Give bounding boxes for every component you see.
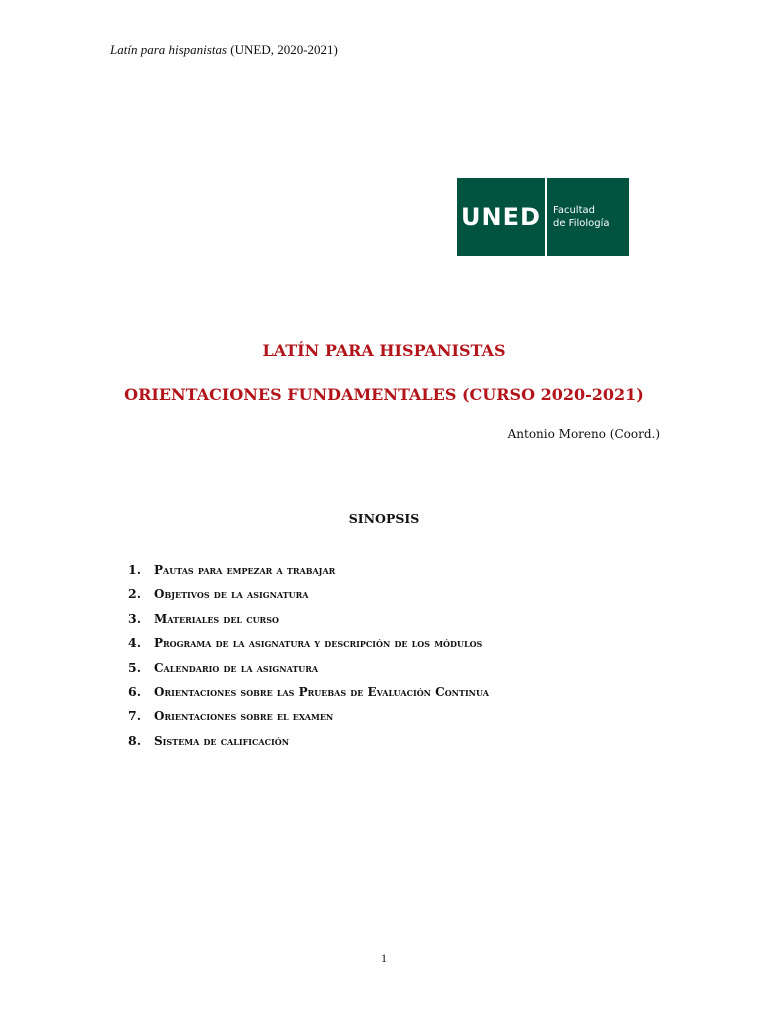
synopsis-item-label: Programa de la asignatura y descripción de los módulos <box>154 636 483 651</box>
synopsis-item-number: 5. <box>128 659 142 675</box>
synopsis-item-number: 7. <box>128 708 142 724</box>
running-header-course: Latín para hispanistas <box>110 42 228 57</box>
page-number: 1 <box>381 951 387 965</box>
synopsis-item <box>128 635 489 659</box>
synopsis-item-label: Pautas para empezar a trabajar <box>154 563 336 577</box>
synopsis-item <box>128 611 489 635</box>
synopsis-item-label: Objetivos de la asignatura <box>154 587 309 602</box>
logo-faculty <box>547 204 610 230</box>
synopsis-item <box>128 660 489 684</box>
logo-faculty-line2: de Filología <box>553 218 610 229</box>
synopsis-item-number: 2. <box>128 586 142 602</box>
synopsis-item-number: 1. <box>128 562 142 577</box>
synopsis-item-number: 6. <box>128 683 142 699</box>
synopsis-item-label: Orientaciones sobre el examen <box>154 709 334 724</box>
synopsis-item <box>128 733 489 757</box>
document-author: Antonio Moreno (Coord.) <box>507 427 660 441</box>
synopsis-heading: SINOPSIS <box>348 511 420 526</box>
logo-wordmark: UNED <box>461 203 541 231</box>
synopsis-item-label: Materiales del curso <box>154 611 279 626</box>
synopsis-item <box>128 684 489 708</box>
uned-logo <box>457 178 629 256</box>
document-title: LATÍN PARA HISPANISTAS <box>262 341 506 360</box>
synopsis-item-number: 8. <box>128 732 142 748</box>
synopsis-item <box>128 562 489 586</box>
document-subtitle: ORIENTACIONES FUNDAMENTALES (CURSO 2020-2021) <box>124 385 644 404</box>
logo-faculty-line1: Facultad <box>553 205 595 216</box>
synopsis-item-number: 3. <box>128 610 142 626</box>
synopsis-item <box>128 586 489 610</box>
synopsis-item-label: Calendario de la asignatura <box>154 660 319 675</box>
synopsis-item-label: Orientaciones sobre las Pruebas de Evaluación Continua <box>154 684 489 699</box>
synopsis-list <box>128 562 489 757</box>
synopsis-item-number: 4. <box>128 635 142 651</box>
synopsis-item-label: Sistema de calificación <box>154 733 290 748</box>
synopsis-item <box>128 708 489 732</box>
running-header <box>110 42 338 58</box>
running-header-info: (UNED, 2020-2021) <box>227 42 338 57</box>
